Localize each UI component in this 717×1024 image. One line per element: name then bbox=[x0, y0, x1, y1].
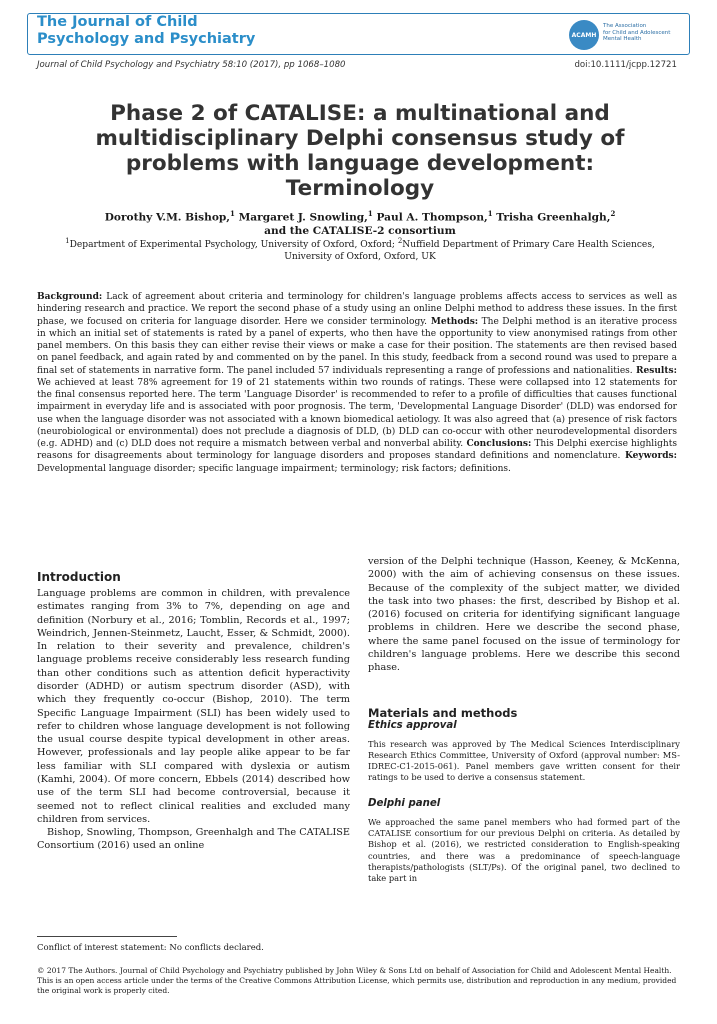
author-affil-sup: 1 bbox=[367, 209, 373, 218]
introduction-paragraph-1: Language problems are common in children, with prevalence estimates ranging from 3% to 7%, depending on age and definition (Norbury et al., 2016; Tomblin, Records et al., 1997; Weindrich, Jennen-Steinmetz, Laucht, Esser, & Schmidt, 2000). In relation to their severity and prevalence, children's language problems receive considerably less research funding than other conditions such as attention deficit hyperactivity disorder (ADHD) or autism spectrum disorder (ASD), with which they frequently co-occur (Bishop, 2010). The term Specific Language Impairment (SLI) has been widely used to refer to children whose language development is not following the usual course despite typical development in other areas. However, professionals and lay people alike appear to be far less familiar with SLI compared with dyslexia or autism (Kamhi, 2004). Of more concern, Ebbels (2014) described how use of the term SLI had become controversial, because it seemed not to reflect clinical realities and excluded many children from services. bbox=[37, 588, 350, 825]
acamh-logo bbox=[569, 20, 689, 50]
abstract-results: We achieved at least 78% agreement for 19 of 21 statements within two rounds of ratings. These were collapsed into 12 statements for the final consensus reported here. The term 'Language Disorder' is recommended to refer to a profile of difficulties that causes functional impairment in everyday life and is associated with poor prognosis. The term, 'Developmental Language Disorder' (DLD) was endorsed for use when the language disorder was not associated with a known biomedical aetiology. It was also agreed that (a) presence of risk factors (neurobiological or environmental) does not preclude a diagnosis of DLD, (b) DLD can co-occur with other neurodevelopmental disorders (e.g. ADHD) and (c) DLD does not require a mismatch between verbal and nonverbal ability. bbox=[37, 377, 677, 449]
methods-heading: Materials and methods bbox=[368, 705, 518, 720]
abstract bbox=[37, 291, 677, 475]
abstract-conclusions: This Delphi exercise highlights reasons for disagreements about terminology for language disorders and proposes standard definitions and nomenclature. bbox=[37, 439, 677, 462]
delphi-panel-subheading: Delphi panel bbox=[368, 797, 441, 809]
affil-sup: 2 bbox=[397, 237, 403, 245]
affiliations bbox=[40, 236, 680, 263]
affil-sup: 1 bbox=[65, 237, 70, 245]
abstract-methods-label: Methods: bbox=[427, 316, 479, 327]
abstract-background-label: Background: bbox=[37, 292, 103, 302]
left-column bbox=[37, 570, 350, 853]
abstract-background: Lack of agreement about criteria and terminology for children's language problems affects access to services as well as hindering research and practice. We report the second phase of a study using an online Delphi method to address these issues. In the first phase, we focused on criteria for language disorder. Here we consider terminology. bbox=[37, 292, 677, 327]
author-affil-sup: 1 bbox=[487, 209, 493, 218]
doi-link[interactable]: doi:10.1111/jcpp.12721 bbox=[574, 60, 677, 70]
acamh-logo-text: The Association for Child and Adolescent Mental Health bbox=[603, 23, 671, 42]
license-line: This is an open access article under the terms of the Creative Commons Attribution License, which permits use, distribution and reproduction in any medium, provided the original work is properly cited. bbox=[37, 976, 677, 995]
ethics-subheading: Ethics approval bbox=[368, 719, 457, 731]
author-name[interactable]: Paul A. Thompson, bbox=[376, 211, 488, 224]
abstract-keywords-label: Keywords: bbox=[620, 451, 677, 462]
right-column bbox=[368, 555, 680, 885]
author-name: and the CATALISE-2 consortium bbox=[264, 224, 456, 237]
conflict-statement: Conflict of interest statement: No conflicts declared. bbox=[37, 943, 264, 953]
journal-name: The Journal of Child Psychology and Psychiatry bbox=[37, 14, 256, 47]
introduction-heading: Introduction bbox=[37, 570, 121, 584]
acamh-logo-icon: ACAMH bbox=[569, 20, 599, 50]
author-name[interactable]: Dorothy V.M. Bishop, bbox=[104, 211, 230, 224]
ethics-paragraph: This research was approved by The Medical Sciences Interdisciplinary Research Ethics Committee, University of Oxford (approval number: MS-IDREC-C1-2015-061). Panel members gave written consent for their ratings to be used to derive a consensus statement. bbox=[368, 738, 680, 783]
author-name[interactable]: Trisha Greenhalgh, bbox=[496, 211, 611, 224]
license-footer bbox=[37, 966, 680, 996]
footnote-divider bbox=[37, 936, 177, 937]
author-list bbox=[40, 207, 680, 238]
abstract-conclusions-label: Conclusions: bbox=[463, 439, 532, 449]
abstract-keywords: Developmental language disorder; specific language impairment; terminology; risk factors; definitions. bbox=[37, 463, 511, 474]
delphi-panel-paragraph: We approached the same panel members who had formed part of the CATALISE consortium for our previous Delphi on criteria. As detailed by Bishop et al. (2016), we restricted consideration to English-speaking countries, and there was a predominance of speech-language therapists/pathologists (SLT/Ps). Of the original panel, two declined to take part in bbox=[368, 816, 680, 884]
affil-text: Department of Experimental Psychology, University of Oxford, Oxford; bbox=[69, 240, 398, 251]
article-title: Phase 2 of CATALISE: a multinational and multidisciplinary Delphi consensus study of problems with language development: Terminology bbox=[95, 101, 625, 201]
introduction-paragraph-2: Bishop, Snowling, Thompson, Greenhalgh and The CATALISE Consortium (2016) used an online bbox=[37, 827, 350, 852]
abstract-methods: The Delphi method is an iterative process in which an initial set of statements is rated by a panel of experts, who then have the opportunity to view anonymised ratings from other panel members. On this basis they can either revise their views or make a case for their position. The statements are then revised based on panel feedback, and again rated by and commented on by the panel. In this study, feedback from a second round was used to prepare a final set of statements in narrative form. The panel included 57 individuals representing a range of professions and nationalities. bbox=[37, 316, 677, 376]
copyright-line: © 2017 The Authors. Journal of Child Psychology and Psychiatry published by John Wiley & Sons Ltd on behalf of Association for Child and Adolescent Mental Health. bbox=[37, 966, 672, 975]
introduction-paragraph-3: version of the Delphi technique (Hasson, Keeney, & McKenna, 2000) with the aim of achieving consensus on these issues. Because of the complexity of the subject matter, we divided the task into two phases: the first, described by Bishop et al. (2016) focused on criteria for identifying significant language problems in children. Here we describe the second phase, where the same panel focused on the issue of terminology for children's language problems. Here we describe this second phase. bbox=[368, 556, 680, 674]
author-name[interactable]: Margaret J. Snowling, bbox=[238, 211, 368, 224]
abstract-results-label: Results: bbox=[632, 365, 677, 376]
author-affil-sup: 1 bbox=[230, 209, 235, 218]
author-affil-sup: 2 bbox=[610, 209, 616, 218]
journal-citation: Journal of Child Psychology and Psychiatry 58:10 (2017), pp 1068–1080 bbox=[37, 60, 346, 70]
affil-text: Nuffield Department of Primary Care Health Sciences, University of Oxford, Oxford, UK bbox=[284, 240, 655, 262]
